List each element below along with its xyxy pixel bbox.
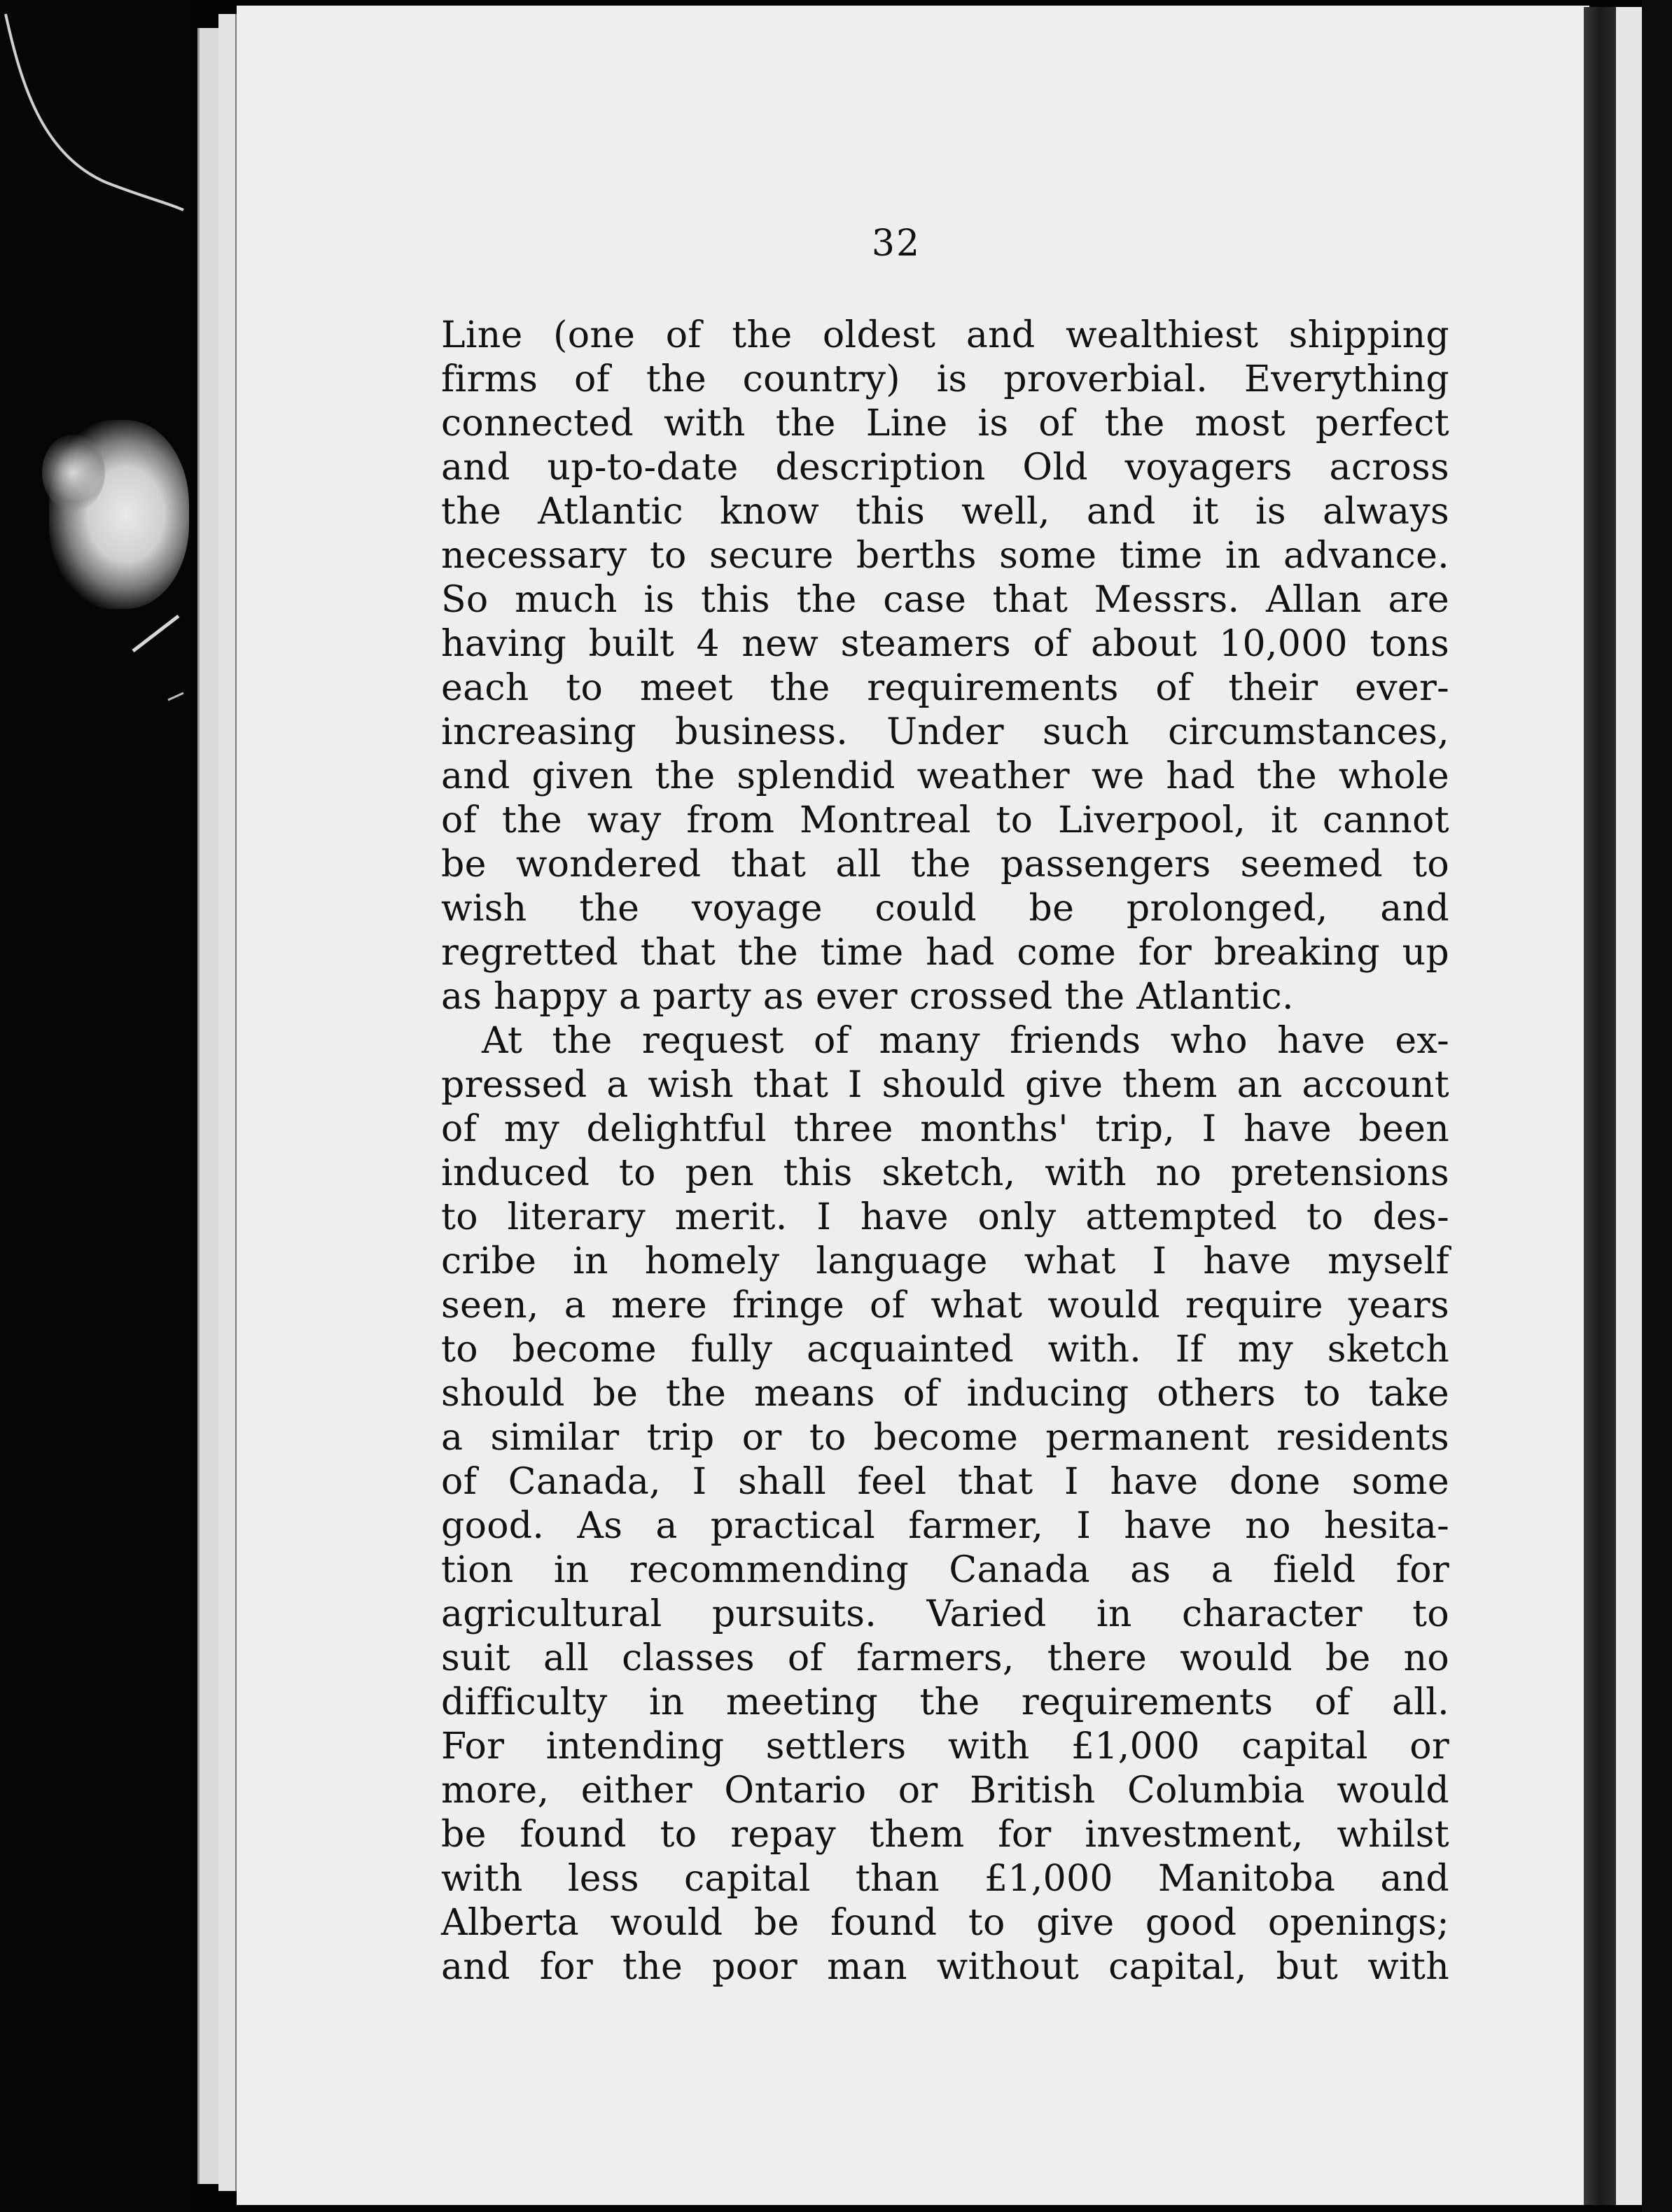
text-line: regretted that the time had come for breaking up	[441, 932, 1449, 974]
text-line: each to meet the requirements of their ever-	[441, 667, 1449, 709]
text-line: of my delightful three months' trip, I have been	[441, 1108, 1449, 1150]
text-line: having built 4 new steamers of about 10,000 tons	[441, 623, 1449, 665]
page-edge-outer	[197, 28, 221, 2184]
text-line: At the request of many friends who have ex-	[482, 1020, 1449, 1062]
text-line: For intending settlers with £1,000 capital or	[441, 1726, 1449, 1768]
text-line: a similar trip or to become permanent residents	[441, 1417, 1449, 1459]
page-number: 32	[871, 223, 921, 265]
text-line: and given the splendid weather we had the whole	[441, 755, 1449, 797]
text-line: difficulty in meeting the requirements of all.	[441, 1681, 1449, 1723]
text-line: firms of the country) is proverbial. Everything	[441, 358, 1449, 400]
text-line: more, either Ontario or British Columbia would	[441, 1770, 1449, 1812]
text-line: seen, a mere fringe of what would require years	[441, 1284, 1449, 1326]
text-line: So much is this the case that Messrs. Allan are	[441, 579, 1449, 621]
text-line: pressed a wish that I should give them an account	[441, 1064, 1449, 1106]
text-line: be found to repay them for investment, whilst	[441, 1814, 1449, 1856]
text-line: suit all classes of farmers, there would be no	[441, 1637, 1449, 1679]
text-line: increasing business. Under such circumstances,	[441, 711, 1449, 753]
text-line: cribe in homely language what I have myself	[441, 1240, 1449, 1282]
text-line: induced to pen this sketch, with no pretensions	[441, 1152, 1449, 1194]
text-line: and for the poor man without capital, but with	[441, 1946, 1449, 1988]
text-line: the Atlantic know this well, and it is always	[441, 491, 1449, 533]
text-line: with less capital than £1,000 Manitoba and	[441, 1858, 1449, 1900]
text-line: of Canada, I shall feel that I have done some	[441, 1461, 1449, 1503]
text-line: good. As a practical farmer, I have no hesita-	[441, 1505, 1449, 1547]
text-line: wish the voyage could be prolonged, and	[441, 888, 1449, 930]
text-line: as happy a party as ever crossed the Atlantic.	[441, 976, 1294, 1018]
next-page-edge	[1616, 7, 1642, 2205]
text-line: should be the means of inducing others to take	[441, 1373, 1449, 1415]
text-line: necessary to secure berths some time in advance.	[441, 535, 1449, 577]
scanner-background-right	[1642, 0, 1672, 2212]
text-line: and up-to-date description Old voyagers across	[441, 447, 1449, 489]
page-edge-inner	[218, 14, 237, 2191]
paper-stain-small	[42, 434, 105, 511]
book-gutter-shadow	[1584, 7, 1616, 2205]
text-line: Alberta would be found to give good openings;	[441, 1902, 1449, 1944]
text-line: to become fully acquainted with. If my sketch	[441, 1329, 1449, 1371]
text-line: Line (one of the oldest and wealthiest shipping	[441, 314, 1449, 356]
text-line: be wondered that all the passengers seemed to	[441, 844, 1449, 886]
text-line: to literary merit. I have only attempted to des-	[441, 1196, 1449, 1238]
text-line: of the way from Montreal to Liverpool, it cannot	[441, 799, 1449, 841]
text-line: tion in recommending Canada as a field for	[441, 1549, 1449, 1591]
text-line: agricultural pursuits. Varied in character to	[441, 1593, 1449, 1635]
body-text	[441, 314, 1449, 1989]
text-line: connected with the Line is of the most perfect	[441, 402, 1449, 444]
